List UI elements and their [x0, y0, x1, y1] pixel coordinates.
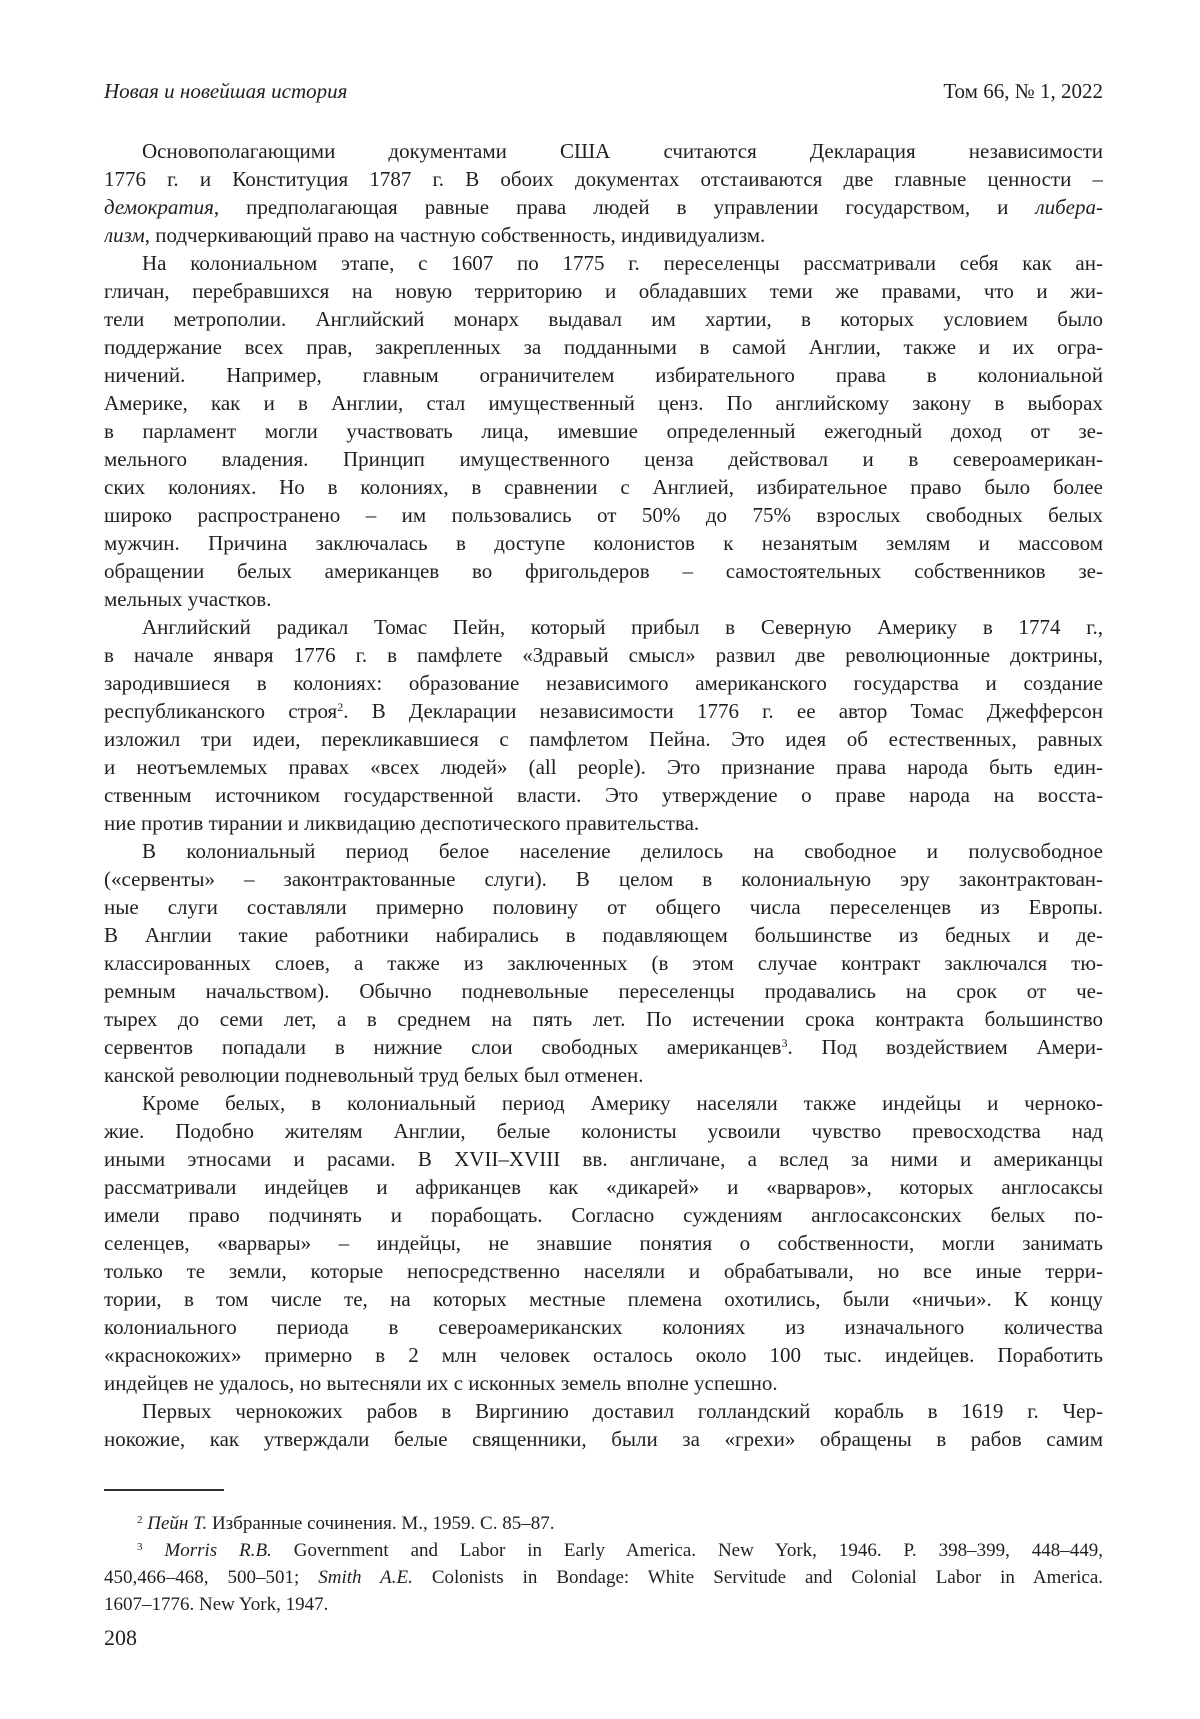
paragraph [104, 249, 1103, 613]
paragraph [104, 137, 1103, 249]
text-line: «краснокожих» примерно в 2 млн человек осталось около 100 тыс. индейцев. Поработить [104, 1343, 1103, 1367]
text-line: В Англии такие работники набирались в подавляющем большинстве из бедных и де- [104, 923, 1103, 947]
text-line: поддержание всех прав, закрепленных за подданными в самой Англии, также и их огра- [104, 335, 1103, 359]
text-line: ничений. Например, главным ограничителем избирательного права в колониальной [104, 363, 1103, 387]
text-line: 1776 г. и Конституция 1787 г. В обоих документах отстаиваются две главные ценности – [104, 167, 1103, 191]
text-line: жие. Подобно жителям Англии, белые колонисты усвоили чувство превосходства над [104, 1119, 1103, 1143]
text-line: рассматривали индейцев и африканцев как «дикарей» и «варваров», которых англосаксы [104, 1175, 1103, 1199]
text-line: тели метрополии. Английский монарх выдавал им хартии, в которых условием было [104, 307, 1103, 331]
text-line: демократия, предполагающая равные права людей в управлении государством, и либера- [104, 195, 1103, 219]
text-line: мельного владения. Принцип имущественного ценза действовал и в североамерикан- [104, 447, 1103, 471]
text-line: только те земли, которые непосредственно населяли и обрабатывали, но все иные терри- [104, 1259, 1103, 1283]
page-number: 208 [104, 1625, 137, 1650]
text-line: в парламент могли участвовать лица, имевшие определенный ежегодный доход от зе- [104, 419, 1103, 443]
text-line: селенцев, «варвары» – индейцы, не знавшие понятия о собственности, могли занимать [104, 1231, 1103, 1255]
article-body [104, 137, 1103, 1453]
text-line: ние против тирании и ликвидацию деспотического правительства. [104, 811, 700, 835]
text-line: Америке, как и в Англии, стал имущественный ценз. По английскому закону в выборах [104, 391, 1103, 415]
footnote-line: $^2$ Пейн Т. Избранные сочинения. М., 1959. С. 85–87. [137, 1513, 555, 1534]
text-line: иными этносами и расами. В XVII–XVIII вв. англичане, а вслед за ними и американцы [104, 1147, 1103, 1171]
text-line: изложил три идеи, перекликавшиеся с памфлетом Пейна. Это идея об естественных, равных [104, 727, 1103, 751]
text-line: На колониальном этапе, с 1607 по 1775 г. переселенцы рассматривали себя как ан- [142, 251, 1103, 275]
text-line: зародившиеся в колониях: образование независимого американского государства и создание [104, 671, 1103, 695]
text-line: канской революции подневольный труд белых был отменен. [104, 1063, 644, 1087]
issue-info: Том 66, № 1, 2022 [943, 79, 1103, 103]
text-line: лизм, подчеркивающий право на частную собственность, индивидуализм. [104, 223, 766, 247]
text-line: классированных слоев, а также из заключенных (в этом случае контракт заключался тю- [104, 951, 1103, 975]
paragraph [104, 1537, 1103, 1618]
text-line: имели право подчинять и порабощать. Согласно суждениям англосаксонских белых по- [104, 1203, 1103, 1227]
footnote-line: 1607–1776. New York, 1947. [104, 1594, 329, 1615]
text-line: нокожие, как утверждали белые священники, были за «грехи» обращены в рабов самим [104, 1427, 1103, 1451]
text-line: ные слуги составляли примерно половину от общего числа переселенцев из Европы. [104, 895, 1103, 919]
text-line: Кроме белых, в колониальный период Америку населяли также индейцы и черноко- [142, 1091, 1103, 1115]
text-line: в начале января 1776 г. в памфлете «Здравый смысл» развил две революционные доктрины, [104, 643, 1103, 667]
text-line: Первых чернокожих рабов в Виргинию доставил голландский корабль в 1619 г. Чер- [142, 1399, 1103, 1423]
text-line: Основополагающими документами США считаются Декларация независимости [142, 139, 1103, 163]
text-line: ремным начальством). Обычно подневольные переселенцы продавались на срок от че- [104, 979, 1103, 1003]
text-line: тории, в том числе те, на которых местные племена охотились, были «ничьи». К концу [104, 1287, 1103, 1311]
text-line: Английский радикал Томас Пейн, который прибыл в Северную Америку в 1774 г., [142, 615, 1103, 639]
text-line: мужчин. Причина заключалась в доступе колонистов к незанятым землям и массовом [104, 531, 1103, 555]
paragraph [104, 1089, 1103, 1397]
text-line: индейцев не удалось, но вытесняли их с исконных земель вполне успешно. [104, 1371, 778, 1395]
page-header [104, 78, 1103, 104]
paragraph [104, 1397, 1103, 1453]
footnote-line: 450,466–468, 500–501; Smith A.E. Colonists in Bondage: White Servitude and Colonial Labor in America. [104, 1567, 1103, 1588]
paragraph [104, 837, 1103, 1089]
text-line: и неотъемлемых правах «всех людей» (all people). Это признание права народа быть един- [104, 755, 1103, 779]
text-line: широко распространено – им пользовались от 50% до 75% взрослых свободных белых [104, 503, 1103, 527]
text-line: тырех до семи лет, а в среднем на пять лет. По истечении срока контракта большинство [104, 1007, 1103, 1031]
footnote-line: $^3$ Morris R.B. Government and Labor in Early America. New York, 1946. P. 398–399, 448–449, [137, 1540, 1103, 1561]
text-line: колониального периода в североамериканских колониях из изначального количества [104, 1315, 1103, 1339]
footnotes [104, 1510, 1103, 1618]
journal-title: Новая и новейшая история [104, 79, 348, 103]
text-line: сервентов попадали в нижние слои свободных американцев$^3$. Под воздействием Амери- [104, 1035, 1103, 1059]
paragraph [104, 613, 1103, 837]
text-line: обращении белых американцев во фригольдеров – самостоятельных собственников зе- [104, 559, 1103, 583]
paragraph [104, 1510, 1103, 1537]
text-line: мельных участков. [104, 587, 272, 611]
footnote-separator [104, 1489, 224, 1491]
text-line: ских колониях. Но в колониях, в сравнении с Англией, избирательное право было более [104, 475, 1103, 499]
text-line: В колониальный период белое население делилось на свободное и полусвободное [142, 839, 1103, 863]
text-line: республиканского строя$^2$. В Декларации независимости 1776 г. ее автор Томас Джефферсон [104, 699, 1103, 723]
text-line: («сервенты» – законтрактованные слуги). В целом в колониальную эру законтрактован- [104, 867, 1103, 891]
text-line: гличан, перебравшихся на новую территорию и обладавших теми же правами, что и жи- [104, 279, 1103, 303]
text-line: ственным источником государственной власти. Это утверждение о праве народа на восста- [104, 783, 1103, 807]
